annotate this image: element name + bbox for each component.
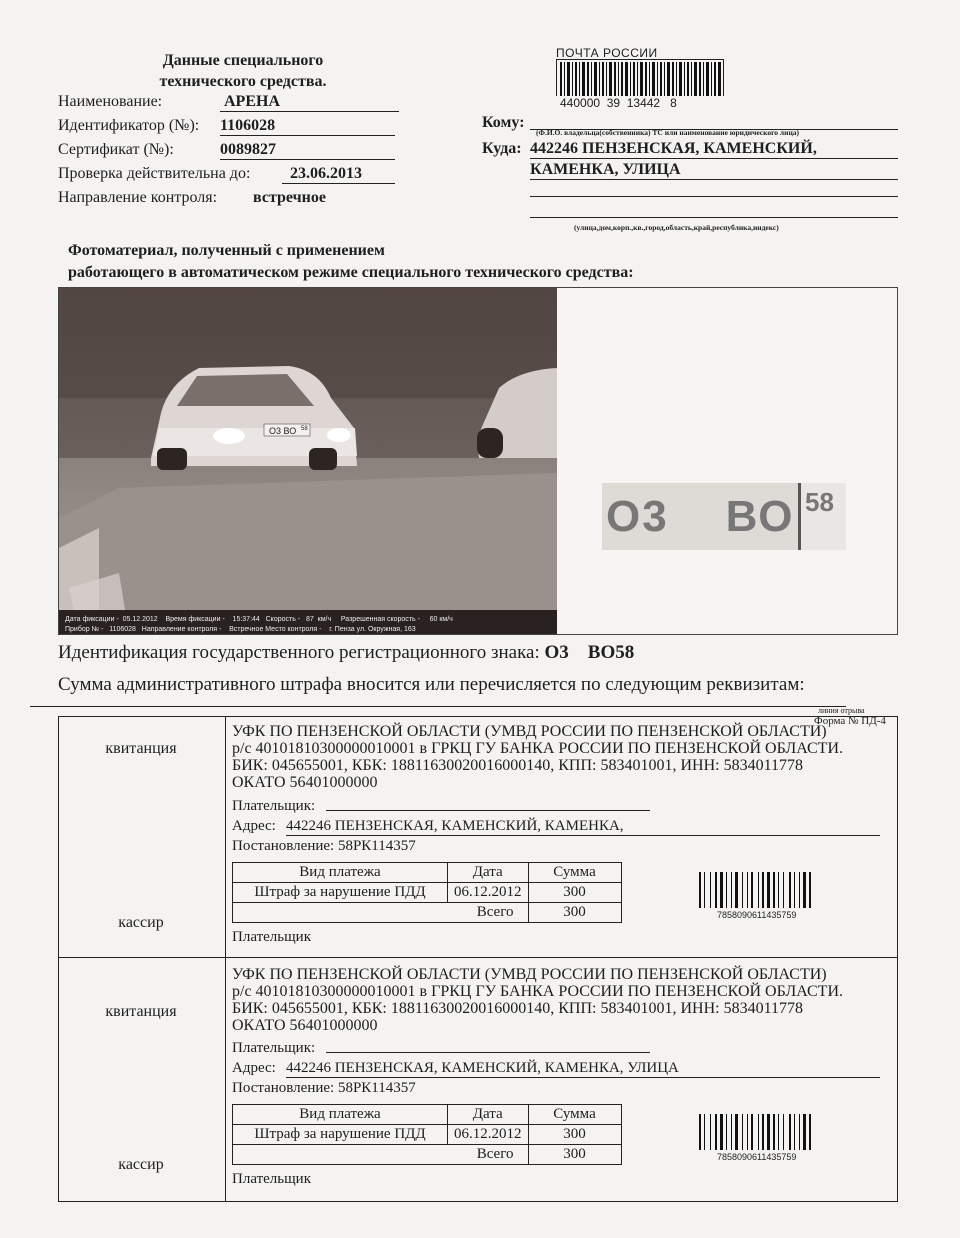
- receipt-1-line3: БИК: 045655001, КБК: 18811630020016000140, КПП: 583401001, ИНН: 5834011778: [232, 757, 803, 774]
- valid-until-label: Проверка действительна до:: [58, 165, 251, 182]
- device-title-line1: Данные специального: [162, 52, 324, 69]
- receipt-2-label: квитанция: [105, 1003, 177, 1020]
- receipt-1-requisites: [232, 723, 843, 791]
- name-label: Наименование:: [58, 93, 163, 110]
- receipt-1-col-date: Дата: [448, 863, 529, 883]
- receipt-2-table-header: [233, 1105, 622, 1125]
- address-line2: КАМЕНКА, УЛИЦА: [530, 161, 898, 180]
- receipt-2-table-row: [233, 1125, 622, 1145]
- receipt-2-col-type: Вид платежа: [233, 1105, 448, 1125]
- receipts-divider: [225, 717, 226, 1201]
- receipt-2-row-date: 06.12.2012: [448, 1125, 529, 1145]
- receipt-2-line4: ОКАТО 56401000000: [232, 1017, 378, 1034]
- receipt-2-line1: УФК ПО ПЕНЗЕНСКОЙ ОБЛАСТИ (УМВД РОССИИ ПО ПЕНЗЕНСКОЙ ОБЛАСТИ): [232, 966, 827, 983]
- device-title: [148, 50, 338, 92]
- receipt-2-requisites: [232, 966, 843, 1034]
- receipt-2-cashier: кассир: [118, 1156, 164, 1173]
- plate-zoom-region: 58: [805, 487, 834, 517]
- receipt-1-total-label: Всего: [233, 903, 529, 923]
- receipt-2-col-date: Дата: [448, 1105, 529, 1125]
- identifier-value: 1106028: [220, 117, 395, 136]
- certificate-label: Сертификат (№):: [58, 141, 174, 158]
- post-barcode-digits: 440000 39 13442 8: [560, 96, 677, 110]
- post-header: ПОЧТА РОССИИ: [556, 46, 658, 60]
- name-value: АРЕНА: [220, 93, 399, 112]
- post-barcode-frame: [556, 59, 724, 96]
- receipt-1-row-sum: 300: [528, 883, 621, 903]
- receipt-2-table: [232, 1104, 622, 1165]
- receipt-2-total-label: Всего: [233, 1145, 529, 1165]
- receipt-2-barcode-icon: [697, 1114, 827, 1155]
- form-label: Форма № ПД-4: [814, 715, 886, 727]
- receipts-separator: [59, 957, 897, 958]
- to-caption: (Ф.И.О. владельца(собственника) ТС или наименование юридического лица): [536, 128, 800, 137]
- address-caption: (улица,дом,корп.,кв.,город,область,край,республика,индекс): [574, 223, 779, 232]
- receipt-1-cashier: кассир: [118, 914, 164, 931]
- address-line1: 442246 ПЕНЗЕНСКАЯ, КАМЕНСКИЙ,: [530, 140, 898, 159]
- photo-frame: [58, 287, 898, 635]
- receipt-1-col-type: Вид платежа: [233, 863, 448, 883]
- receipt-1-table-row: [233, 883, 622, 903]
- receipt-2-row-sum: 300: [528, 1125, 621, 1145]
- receipt-1-total-sum: 300: [528, 903, 621, 923]
- valid-until-value: 23.06.2013: [282, 165, 395, 184]
- direction-label: Направление контроля:: [58, 189, 218, 206]
- receipt-2-table-total: [233, 1145, 622, 1165]
- where-label: Куда:: [482, 140, 522, 157]
- plate-zoom-region-box: [798, 483, 846, 550]
- post-barcode-icon: [557, 60, 725, 96]
- photo-heading: [68, 240, 634, 284]
- tear-line-label: линия отрыва: [818, 706, 865, 715]
- identifier-label: Идентификатор (№):: [58, 117, 200, 134]
- to-label: Кому:: [482, 114, 525, 131]
- direction-value: встречное: [253, 189, 326, 206]
- receipt-2-payer-label: Плательщик:: [232, 1040, 316, 1056]
- receipt-1-row-type: Штраф за нарушение ПДД: [233, 883, 448, 903]
- photo-caption-line2: Прибор № - 1106028 Направление контроля - Встречное Место контроля - г. Пенза ул. Окружная, 163: [65, 626, 416, 633]
- receipt-1-address-label: Адрес:: [232, 818, 276, 834]
- camera-photo: [59, 288, 557, 634]
- receipt-2-col-sum: Сумма: [528, 1105, 621, 1125]
- receipt-1-payer-line: [326, 810, 650, 811]
- fine-notice: Сумма административного штрафа вносится или перечисляется по следующим реквизитам:: [58, 674, 805, 695]
- identification-text: Идентификация государственного регистрационного знака:: [58, 642, 540, 663]
- receipt-1-resolution: Постановление: 58РК114357: [232, 838, 416, 854]
- receipt-2-row-type: Штраф за нарушение ПДД: [233, 1125, 448, 1145]
- receipt-1-line2: р/с 40101810300000010001 в ГРКЦ ГУ БАНКА РОССИИ ПО ПЕНЗЕНСКОЙ ОБЛАСТИ.: [232, 740, 844, 757]
- plate-zoom: [602, 483, 846, 550]
- receipt-1-table: [232, 862, 622, 923]
- receipt-1-payer-bottom: Плательщик: [232, 929, 311, 945]
- receipt-2-barcode-digits: 7858090611435759: [717, 1152, 797, 1162]
- address-line4: [530, 203, 898, 218]
- photo-heading-line1: Фотоматериал, полученный с применением: [68, 242, 385, 259]
- receipt-2-address-value: 442246 ПЕНЗЕНСКАЯ, КАМЕНСКИЙ, КАМЕНКА, УЛИЦА: [286, 1060, 880, 1078]
- receipt-1-label: квитанция: [105, 740, 177, 757]
- receipt-1-address-value: 442246 ПЕНЗЕНСКАЯ, КАМЕНСКИЙ, КАМЕНКА,: [286, 818, 880, 836]
- receipt-2-line3: БИК: 045655001, КБК: 18811630020016000140, КПП: 583401001, ИНН: 5834011778: [232, 1000, 803, 1017]
- photo-plate-region: 58: [301, 426, 308, 432]
- receipt-1-row-date: 06.12.2012: [448, 883, 529, 903]
- receipt-1-col-sum: Сумма: [528, 863, 621, 883]
- photo-plate-text: О3 ВО: [269, 426, 297, 436]
- photo-heading-line2: работающего в автоматическом режиме специального технического средства:: [68, 264, 634, 281]
- receipt-2-total-sum: 300: [528, 1145, 621, 1165]
- plate-zoom-text: О3 ВО: [606, 492, 795, 541]
- receipt-2-payer-bottom: Плательщик: [232, 1171, 311, 1187]
- receipt-1-barcode-icon: [697, 872, 827, 913]
- identification-line: [58, 642, 634, 664]
- receipt-2-line2: р/с 40101810300000010001 в ГРКЦ ГУ БАНКА РОССИИ ПО ПЕНЗЕНСКОЙ ОБЛАСТИ.: [232, 983, 844, 1000]
- receipt-1-line4: ОКАТО 56401000000: [232, 774, 378, 791]
- photo-caption-line1: Дата фиксации - 05.12.2012 Время фиксации - 15:37:44 Скорость - 87 км/ч Разрешенная скорость - 60 км/ч: [65, 616, 453, 623]
- receipt-2-address-label: Адрес:: [232, 1060, 276, 1076]
- device-title-line2: технического средства.: [159, 73, 327, 90]
- tear-line: [30, 706, 846, 707]
- identification-plate: О3 ВО58: [544, 642, 635, 663]
- receipt-1-table-header: [233, 863, 622, 883]
- receipt-1-payer-label: Плательщик:: [232, 798, 316, 814]
- receipt-2-resolution: Постановление: 58РК114357: [232, 1080, 416, 1096]
- receipt-1-table-total: [233, 903, 622, 923]
- address-line3: [530, 182, 898, 197]
- receipt-1-line1: УФК ПО ПЕНЗЕНСКОЙ ОБЛАСТИ (УМВД РОССИИ ПО ПЕНЗЕНСКОЙ ОБЛАСТИ): [232, 723, 827, 740]
- receipt-2-payer-line: [326, 1052, 650, 1053]
- receipt-1-barcode-digits: 7858090611435759: [717, 910, 797, 920]
- certificate-value: 0089827: [220, 141, 395, 160]
